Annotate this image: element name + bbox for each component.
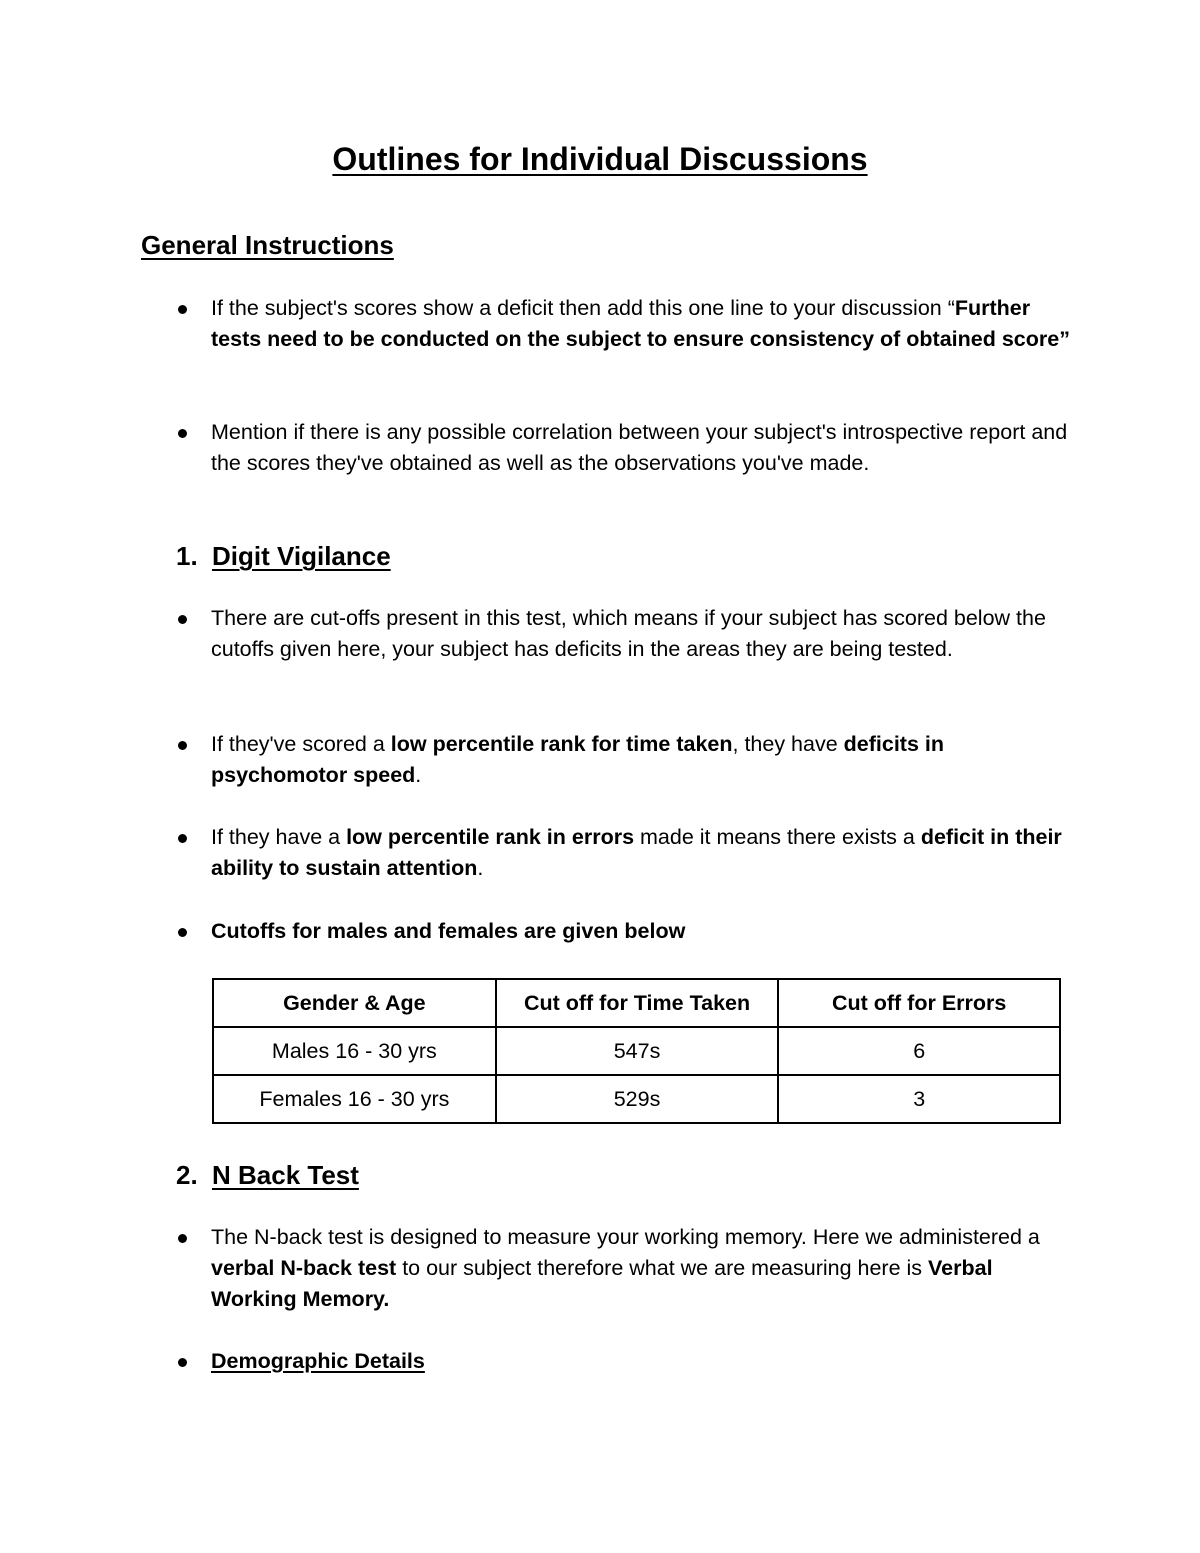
bullet-text: If they have a: [211, 825, 347, 849]
general-instructions-heading: General Instructions: [141, 230, 394, 260]
bullet-icon: [178, 741, 187, 750]
bullet-text: .: [477, 856, 484, 880]
column-header: Cut off for Errors: [778, 979, 1060, 1027]
section-title: N Back Test: [212, 1160, 359, 1190]
section-number: 2.: [176, 1160, 198, 1190]
bullet-icon: [178, 615, 187, 624]
section-title: Digit Vigilance: [212, 541, 391, 571]
bullet-bold-text: deficits in psychomotor speed: [211, 732, 945, 787]
section-number: 1.: [176, 541, 198, 571]
bullet-bold-text: low percentile rank in errors: [346, 825, 635, 849]
list-item: [211, 417, 1081, 479]
bullet-icon: [178, 429, 187, 438]
list-item: [211, 603, 1081, 665]
bullet-text: If they've scored a: [211, 732, 391, 756]
table-cell: 6: [778, 1027, 1060, 1075]
page-title: Outlines for Individual Discussions: [332, 141, 868, 177]
list-item: [211, 1346, 1081, 1377]
bullet-icon: [178, 834, 187, 843]
bullet-bold-text: Verbal Working Memory.: [211, 1256, 993, 1311]
bullet-bold-text: deficit in their ability to sustain attention: [211, 825, 1062, 880]
section-heading-n-back-test: [176, 1160, 359, 1191]
table-row: [213, 1027, 1060, 1075]
bullet-icon: [178, 928, 187, 937]
table-cell: Males 16 - 30 yrs: [213, 1027, 496, 1075]
list-item: [211, 293, 1081, 355]
column-header: Cut off for Time Taken: [496, 979, 779, 1027]
cutoff-table: [212, 978, 1061, 1124]
table-cell: 529s: [496, 1075, 779, 1123]
bullet-text: Mention if there is any possible correlation between your subject's introspective report and the scores they've obtained as well as the observations you've made.: [211, 420, 1068, 475]
bullet-icon: [178, 305, 187, 314]
bullet-text: The N-back test is designed to measure your working memory. Here we administered a: [211, 1225, 1040, 1249]
column-header: Gender & Age: [213, 979, 496, 1027]
list-item: [211, 1222, 1081, 1315]
bullet-icon: [178, 1358, 187, 1367]
bullet-bold-text: low percentile rank for time taken: [390, 732, 733, 756]
bullet-text: to our subject therefore what we are measuring here is: [396, 1256, 929, 1280]
bullet-bold-text: Cutoffs for males and females are given below: [211, 919, 686, 943]
list-item: [211, 822, 1081, 884]
bullet-text: , they have: [732, 732, 844, 756]
table-cell: 547s: [496, 1027, 779, 1075]
bullet-bold-text: Further tests need to be conducted on the subject to ensure consistency of obtained score”: [211, 296, 1070, 351]
section-heading-digit-vigilance: [176, 541, 391, 572]
table-cell: Females 16 - 30 yrs: [213, 1075, 496, 1123]
table-header-row: [213, 979, 1060, 1027]
list-item: [211, 916, 1081, 947]
bullet-icon: [178, 1234, 187, 1243]
bullet-text: There are cut-offs present in this test, which means if your subject has scored below the cutoffs given here, your subject has deficits in the areas they are being tested.: [211, 606, 1046, 661]
bullet-bold-text: verbal N-back test: [211, 1256, 397, 1280]
table-row: [213, 1075, 1060, 1123]
bullet-text: made it means there exists a: [634, 825, 921, 849]
demographic-details-heading: Demographic Details: [211, 1349, 425, 1373]
table-cell: 3: [778, 1075, 1060, 1123]
bullet-text: If the subject's scores show a deficit then add this one line to your discussion “: [211, 296, 955, 320]
list-item: [211, 729, 1081, 791]
bullet-text: .: [415, 763, 422, 787]
